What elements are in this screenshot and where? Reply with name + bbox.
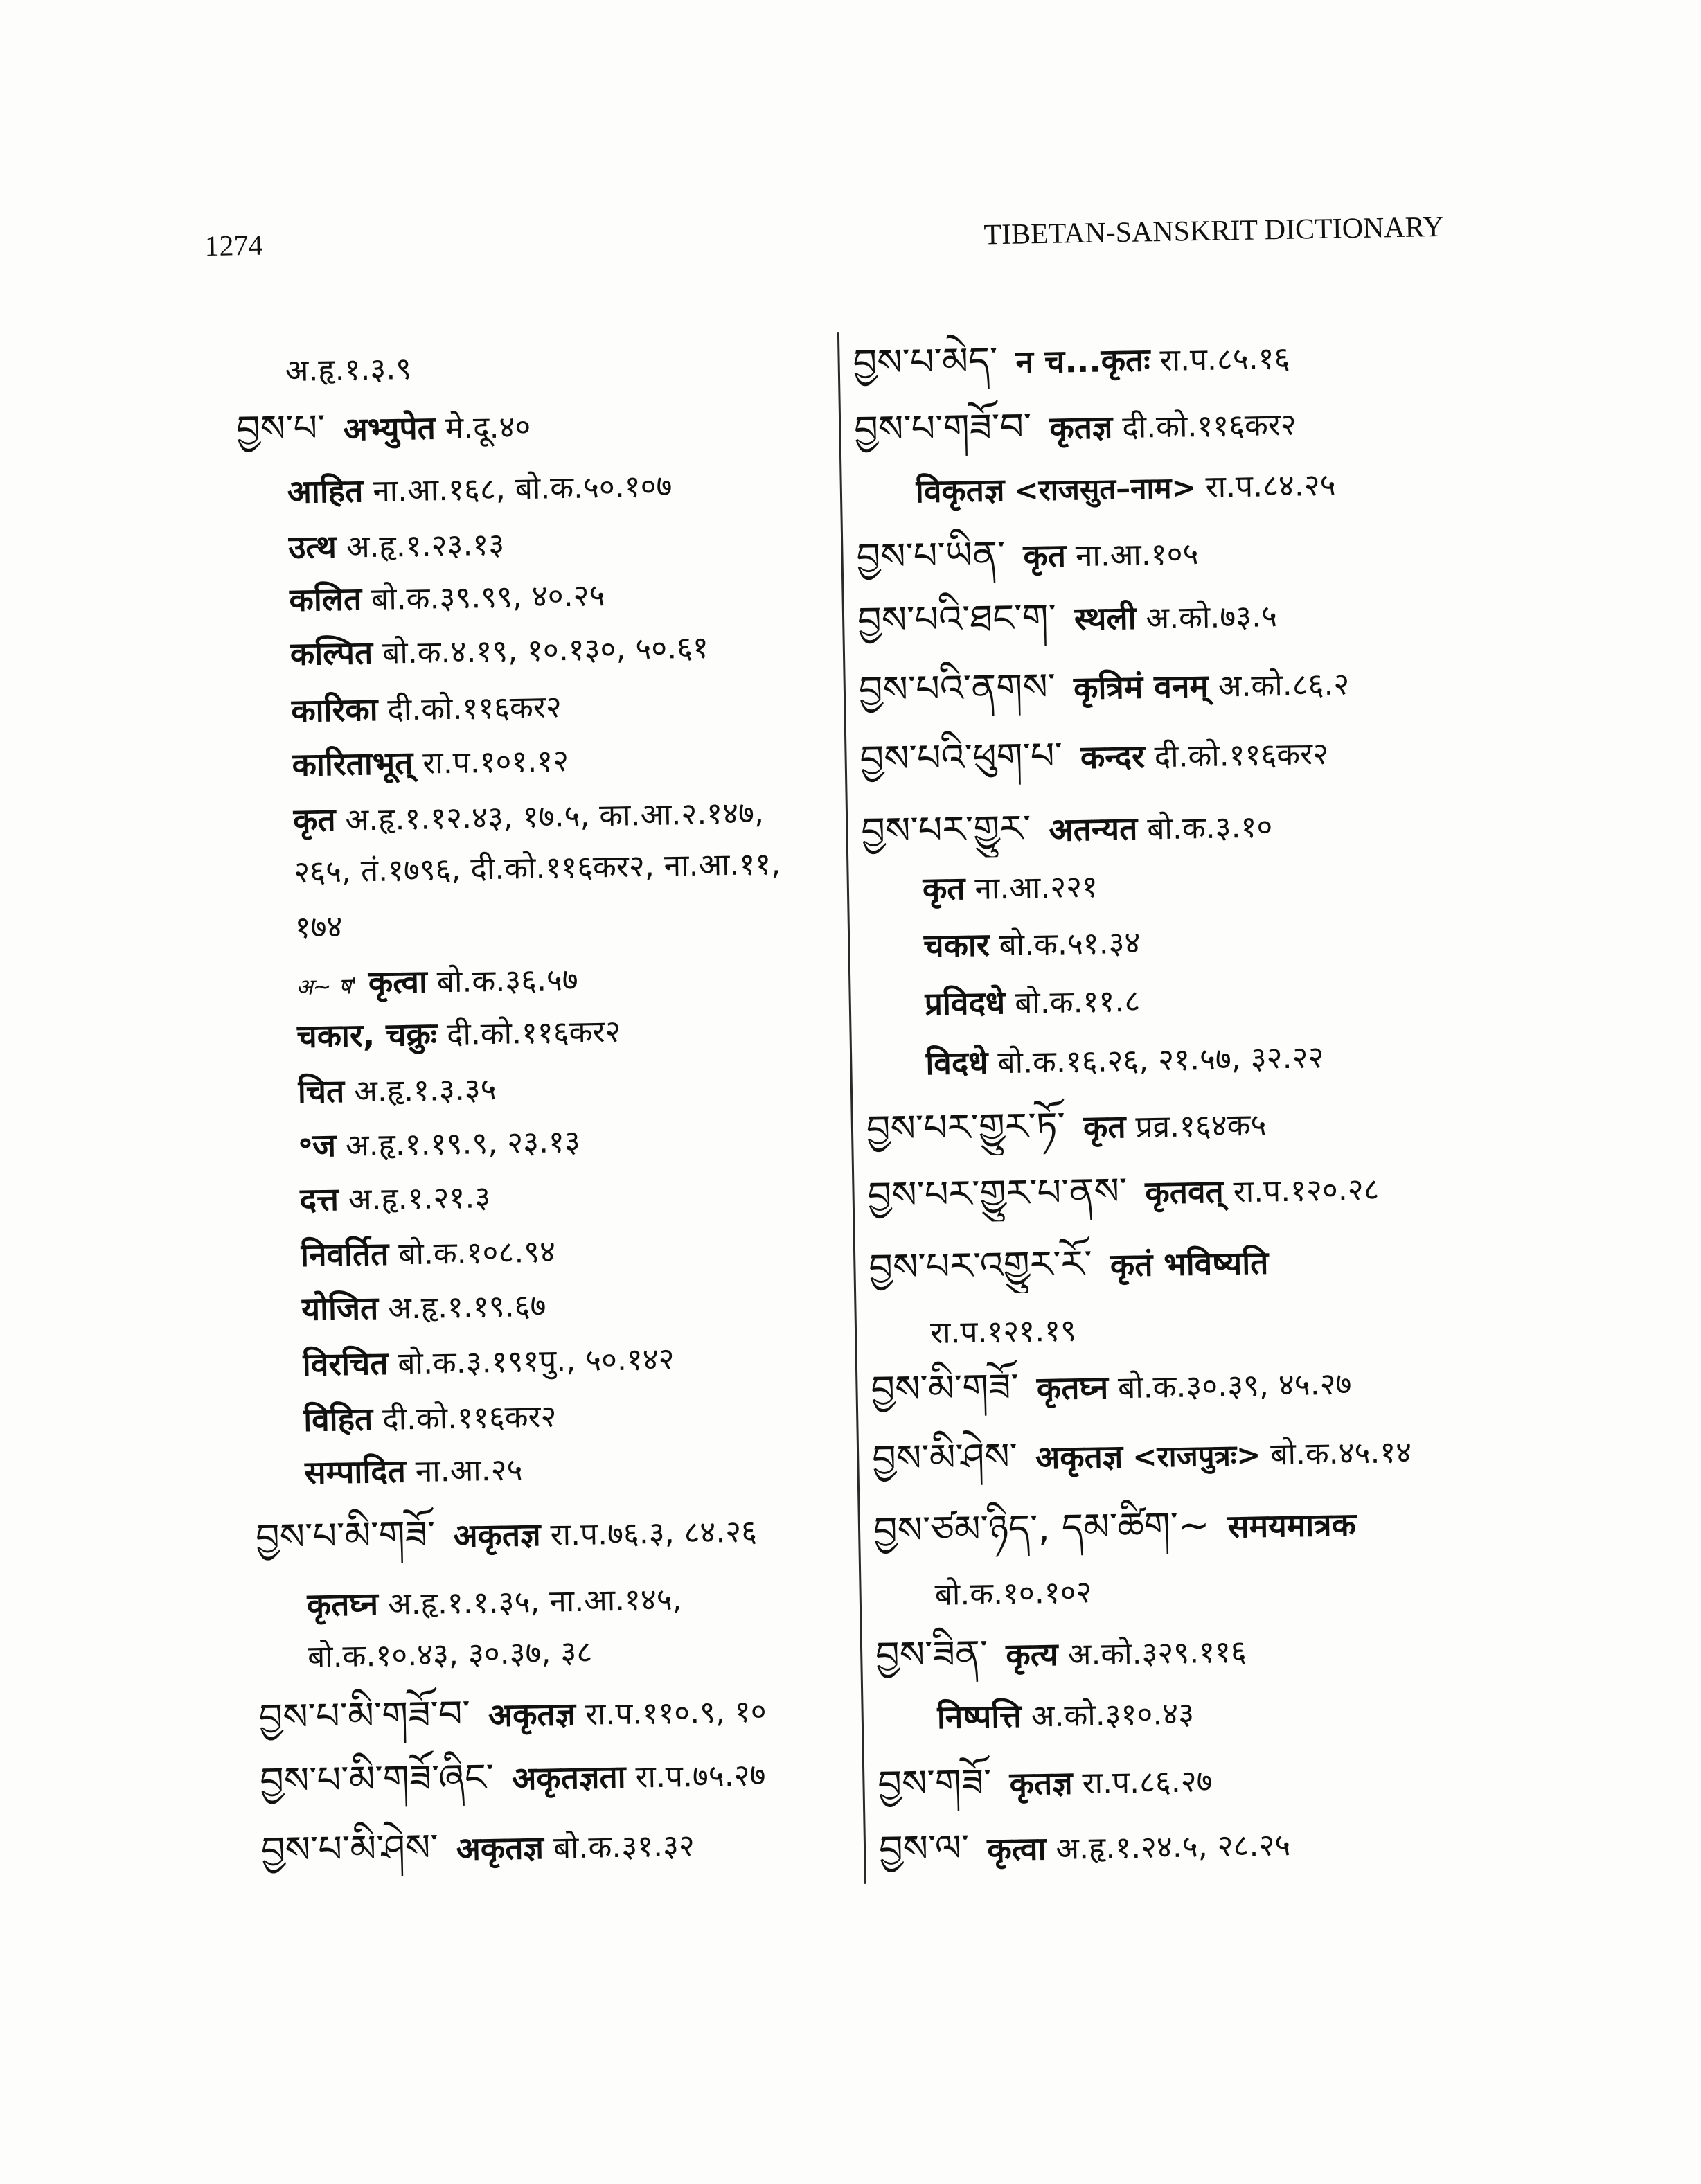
entry-line [260, 1813, 850, 1879]
tibetan-headword: བྱས་པར་གྱུར་ [860, 806, 1031, 853]
sanskrit-equivalent: दत्त [299, 1180, 339, 1218]
source-reference: अ.को.३१०.४३ [1031, 1696, 1195, 1734]
source-reference: अ.हृ.१.२३.१३ [346, 526, 505, 565]
sanskrit-equivalent: कल्पित [290, 633, 373, 673]
sanskrit-equivalent: कलित [289, 580, 362, 619]
tibetan-headword: བྱས་པར་འགྱུར་རོ་ [868, 1241, 1093, 1290]
sanskrit-equivalent: विहित [303, 1400, 373, 1439]
source-reference: बो.क.१०.१०२ [934, 1574, 1092, 1613]
tibetan-headword: བྱས་མི་གཟོ་ [870, 1365, 1019, 1412]
entry-line [936, 1679, 1520, 1745]
tibetan-headword: བྱས་པའི་ཐང་ག་ [857, 595, 1057, 643]
entry-line [866, 1090, 1509, 1157]
entry-line [258, 1680, 848, 1746]
source-reference: अ.हृ.१.३.३५ [353, 1071, 497, 1110]
entry-line [302, 1327, 841, 1392]
source-reference: अ.को.३२९.११६ [1067, 1634, 1247, 1673]
tibetan-headword: བྱས་པ་མི་ཤེས་ [260, 1825, 439, 1873]
entry-line [869, 1229, 1512, 1295]
sanskrit-equivalent: चकार, चक्रुः [296, 1015, 438, 1055]
sanskrit-equivalent: कृत्वा [986, 1829, 1047, 1868]
sanskrit-equivalent: प्रविदधे [924, 984, 1006, 1023]
source-reference: अ.को.७३.५ [1146, 598, 1278, 637]
entry-line [858, 652, 1502, 718]
source-reference: १७४ [294, 909, 343, 945]
entry-line [857, 583, 1500, 649]
entry-line [915, 454, 1498, 520]
sanskrit-equivalent: योजित [301, 1288, 379, 1328]
source-reference: मे.दू.४० [445, 409, 531, 447]
source-reference: अ.हृ.१.२१.३ [348, 1180, 491, 1218]
entry-line [294, 835, 833, 900]
entry-line [301, 1272, 841, 1337]
sanskrit-equivalent: अभ्युपेत [343, 409, 436, 448]
source-reference: बो.क.१०८.९४ [398, 1234, 556, 1272]
tibetan-headword: བྱས་པའི་ཕུག་པ་ [860, 734, 1063, 781]
entry-line [290, 616, 829, 682]
entry-line [296, 999, 836, 1064]
source-reference: अ.हृ.१.२४.५, २८.२५ [1055, 1827, 1291, 1867]
source-reference: अ.हृ.१.१९.९, २३.१३ [345, 1124, 581, 1164]
source-reference: अ.हृ.१.१२.४३, १७.५, का.आ.२.१४७, [345, 795, 765, 838]
tibetan-headword: བྱས་པ་མི་གཟོ་བ་ [258, 1692, 471, 1740]
sanskrit-equivalent: चित [297, 1072, 345, 1110]
source-reference: ना.आ.१०५ [1075, 536, 1199, 574]
entry-line [934, 1557, 1517, 1623]
entry-line [872, 1420, 1515, 1486]
entry-line [871, 1351, 1514, 1417]
entry-line [285, 335, 824, 400]
tibetan-headword: བྱས་པའི་ནགས་ [858, 664, 1056, 712]
tibetan-headword: བྱས་པ་མེད་ [853, 339, 999, 385]
entry-line [292, 727, 831, 792]
sanskrit-equivalent: कारिताभूत् [292, 743, 413, 783]
sanskrit-equivalent: कृतज्ञ [1009, 1764, 1074, 1803]
entry-line [260, 1743, 849, 1809]
source-reference: बो.क.१०.४३, ३०.३७, ३८ [307, 1634, 593, 1675]
sanskrit-equivalent: चकार [923, 925, 990, 965]
source-reference: रा.प.८६.२७ [1082, 1764, 1213, 1802]
sanskrit-equivalent: कृत्वा [368, 962, 428, 1002]
tibetan-headword: བྱས་པ་མི་གཟོ་ [255, 1512, 436, 1560]
source-reference: रा.प.११०.९, १० [585, 1694, 767, 1732]
entry-line [307, 1620, 846, 1685]
sanskrit-equivalent: कारिका [290, 690, 378, 730]
sanskrit-equivalent: कृत्य [1005, 1635, 1059, 1674]
source-reference: अ.हृ.१.१९.६७ [387, 1288, 546, 1326]
sanskrit-equivalent: कृत [1083, 1108, 1127, 1146]
entry-line [856, 519, 1499, 585]
sanskrit-equivalent: उत्थ [287, 527, 337, 567]
tibetan-headword: བྱས་པ་གཟོ་བ་ [853, 405, 1032, 452]
source-reference: बो.क.११.८ [1014, 983, 1141, 1021]
sanskrit-equivalent: कन्दर [1080, 737, 1146, 776]
source-reference: बो.क.३९.९९, ४०.२५ [371, 578, 605, 617]
source-reference: अ.हृ.१.१.३५, ना.आ.१४५, [387, 1581, 683, 1622]
source-reference: बो.क.५१.३४ [999, 925, 1141, 964]
tibetan-headword: བྱས་གཟོ་ [877, 1760, 992, 1806]
source-reference: बो.क.३.१९१पु., ५०.१४२ [397, 1341, 675, 1382]
entry-line [294, 891, 834, 956]
sanskrit-equivalent: अकृतज्ञ [1035, 1437, 1123, 1477]
sanskrit-equivalent: कृत [292, 800, 337, 839]
source-reference: दी.को.११६कर२ [387, 689, 562, 728]
source-reference: ना.आ.२२१ [974, 869, 1098, 907]
tibetan-headword: བྱས་ལ་ [878, 1826, 970, 1872]
source-reference: ना.आ.२५ [415, 1452, 523, 1490]
source-reference: २६५, तं.१७९६, दी.को.११६कर२, ना.आ.११, [293, 846, 781, 890]
entry-line [873, 1492, 1516, 1559]
source-reference: बो.क.३६.५७ [436, 961, 579, 1000]
sanskrit-equivalent: कृतवत् [1144, 1172, 1224, 1211]
gloss-note: <राजसुत–नाम> [1014, 470, 1197, 508]
tibetan-headword: བྱས་ཙམ་ཉིད་, དམ་ཚིག་~ [873, 1503, 1210, 1553]
source-reference: रा.प.१२१.१९ [929, 1313, 1077, 1351]
sanskrit-equivalent: आहित [287, 472, 364, 511]
source-reference: दी.को.११६कर२ [446, 1013, 621, 1053]
entry-line [854, 391, 1497, 458]
sanskrit-equivalent: निवर्तित [300, 1234, 389, 1274]
tibetan-headword: བྱས་པ་ [235, 406, 326, 452]
source-reference: प्रव्र.१६४क५ [1135, 1107, 1267, 1145]
sanskrit-equivalent: कृत्रिमं वनम् [1073, 666, 1209, 707]
sanskrit-equivalent: कृत [1022, 536, 1067, 575]
entry-line [304, 1435, 844, 1500]
source-reference: बो.क.४.१९, १०.१३०, ५०.६१ [382, 630, 709, 671]
sanskrit-equivalent: ॰ज [298, 1126, 337, 1164]
sanskrit-equivalent: कृत [922, 869, 965, 908]
entry-line [287, 454, 826, 520]
source-reference: बो.क.३१.३२ [553, 1828, 695, 1866]
sanskrit-equivalent: न च...कृतः [1015, 341, 1151, 381]
source-reference: अ.को.८६.२ [1218, 666, 1350, 704]
source-reference: अ.हृ.१.३.९ [285, 350, 412, 389]
source-reference: बो.क.३०.३९, ४५.२७ [1117, 1366, 1352, 1406]
entry-line [878, 1746, 1521, 1812]
entry-line [299, 1162, 839, 1227]
gloss-note: <राजपुत्रः> [1132, 1437, 1261, 1474]
source-reference: रा.प.७५.२७ [635, 1757, 766, 1795]
tibetan-headword: བྱས་པ་མི་གཟོ་ཞིང་ [259, 1755, 495, 1804]
tibetan-headword: བྱས་པ་ཡིན་ [855, 532, 1006, 579]
page-number: 1274 [204, 229, 263, 263]
dictionary-page [177, 162, 1524, 2021]
sanskrit-equivalent: सम्पादित [304, 1452, 407, 1491]
tibetan-headword: བྱས་པར་གྱུར་ཏོ་ [866, 1103, 1066, 1151]
source-reference: बो.क.३.१० [1146, 809, 1273, 847]
entry-line [878, 1811, 1522, 1877]
entry-line [853, 325, 1496, 391]
sanskrit-equivalent: विरचित [302, 1344, 389, 1383]
entry-line [925, 1025, 1508, 1091]
source-reference: ना.आ.१६८, बो.क.५०.१०७ [372, 468, 673, 509]
source-reference: रा.प.१०१.१२ [422, 743, 569, 781]
sanskrit-equivalent: समयमात्रक [1227, 1505, 1357, 1545]
entry-line [867, 1157, 1511, 1223]
source-reference: दी.को.११६कर२ [1121, 407, 1297, 446]
source-reference: रा.प.८५.१६ [1159, 340, 1290, 379]
source-reference: बो.क.४५.१४ [1270, 1434, 1412, 1473]
entry-line [929, 1295, 1513, 1361]
entry-line [923, 907, 1506, 973]
source-reference: दी.को.११६कर२ [382, 1399, 557, 1437]
entry-line [924, 966, 1507, 1031]
sanskrit-equivalent: अकृतज्ञ [456, 1828, 544, 1868]
tibetan-headword: བྱས་པར་གྱུར་པ་ནས་ [867, 1169, 1128, 1218]
entry-line [875, 1617, 1519, 1683]
entry-line [922, 851, 1505, 916]
sanskrit-equivalent: स्थली [1074, 598, 1137, 638]
sanskrit-equivalent: कृतघ्न [306, 1585, 379, 1624]
source-reference: बो.क.१६.२६, २१.५७, ३२.२२ [997, 1040, 1324, 1081]
entry-line [861, 792, 1504, 859]
tibetan-headword: བྱས་ཟིན་ [875, 1631, 988, 1678]
source-reference: रा.प.८४.२५ [1205, 467, 1336, 505]
source-reference: रा.प.७६.३, ८४.२६ [550, 1513, 758, 1553]
source-reference: दी.को.११६कर२ [1154, 736, 1329, 775]
sanskrit-equivalent: विदधे [925, 1043, 988, 1083]
entry-line [236, 392, 826, 458]
source-reference: रा.प.१२०.२८ [1233, 1171, 1380, 1210]
sanskrit-equivalent: अकृतज्ञ [488, 1695, 576, 1734]
tibetan-headword: བྱས་མི་ཤེས་ [871, 1434, 1018, 1481]
entry-line [255, 1500, 844, 1565]
sub-form: अ~ ष' [295, 973, 358, 1000]
sanskrit-equivalent: अतन्यत [1048, 809, 1138, 849]
sanskrit-equivalent: निष्पत्ति [936, 1696, 1022, 1736]
sanskrit-equivalent: कृतं भविष्यति [1110, 1243, 1269, 1284]
sanskrit-equivalent: अकृतज्ञता [511, 1757, 627, 1797]
sanskrit-equivalent: अकृतज्ञ [452, 1515, 542, 1555]
sanskrit-equivalent: कृतज्ञ [1049, 408, 1113, 447]
sanskrit-equivalent: विकृतज्ञ [915, 470, 1005, 511]
running-title: TIBETAN-SANSKRIT DICTIONARY [983, 211, 1445, 251]
entry-line [860, 720, 1503, 787]
sanskrit-equivalent: कृतघ्न [1036, 1368, 1109, 1408]
